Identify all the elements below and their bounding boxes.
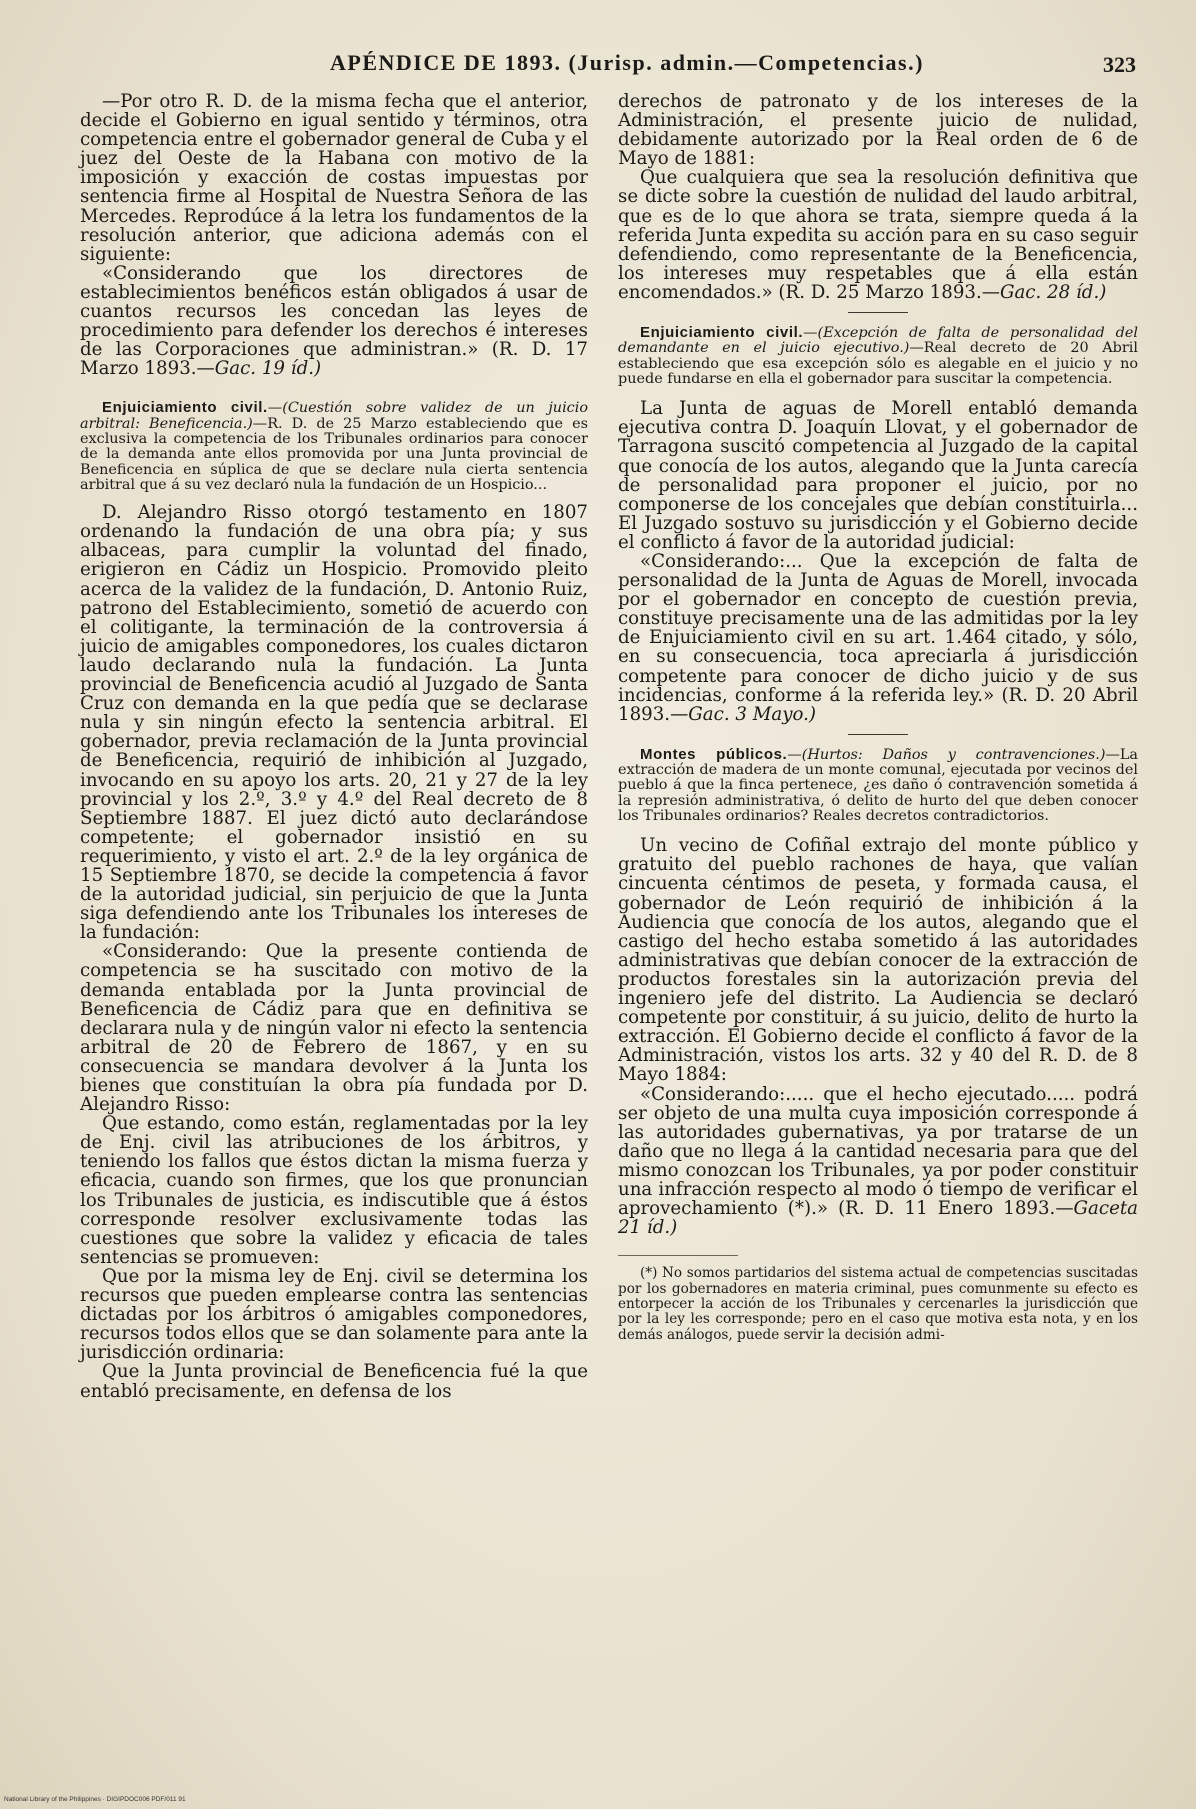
paragraph: derechos de patronato y de los intereses de la Administración, el presente juicio de nulidad, debidamente autorizado por la Real orden de 6 de Mayo de 1881: (618, 91, 1138, 170)
paragraph: D. Alejandro Risso otorgó testamento en 1807 ordenando la fundación de una obra pía; y sus albaceas, para cumplir la voluntad del finado, erigieron en Cádiz un Hospicio. Promovido pleito acerca de la validez de la fundación, D. Antonio Ruiz, patrono del Establecimiento, sometió de acuerdo con el colitigante, la terminación de la controversia á juicio de amigables componedores, los cuales dictaron laudo declarando nula la fundación. La Junta provincial de Beneficencia acudió al Juzgado de Santa Cruz con demanda en la que pedía que se declarase nula y sin ningún efecto la sentencia arbitral. El gobernador, previa reclamación de la Junta provincial de Beneficencia, requirió de inhibición al Juzgado, invocando en su apoyo los arts. 20, 21 y 27 de la ley provincial y los 2.º, 3.º y 4.º del Real decreto de 8 Septiembre 1887. El juez dictó auto declarándose competente; el gobernador insistió en su requerimiento, y visto el art. 2.º de la ley orgánica de 15 Septiembre 1870, se decide la competencia á favor de la autoridad judicial, sin perjuicio de que la Junta siga defendiendo ante los Tribunales los intereses de la fundación: (80, 502, 588, 944)
section-subtitle: —(Cuestión sobre validez de un juicio arbitral: Beneficencia.) (80, 400, 588, 432)
section-summary (80, 400, 588, 493)
paragraph: «Considerando: Que la presente contienda de competencia se ha suscitado con motivo de la demanda entablada por la Junta provincial de Beneficencia de Cádiz para que en definitiva se declarara nula y de ningún valor ni efecto la sentencia arbitral de 20 de Febrero de 1867, y en su consecuencia se mandara devolver á la Junta los bienes que constituían la obra pía fundada por D. Alejandro Risso: (80, 941, 588, 1116)
gazette-citation: Gaceta 21 íd.) (618, 1198, 1138, 1239)
section-summary (618, 325, 1138, 387)
section-gap (80, 378, 588, 400)
page-number: 323 (1103, 52, 1136, 77)
left-column (80, 92, 588, 1401)
paragraph-text: Que cualquiera que sea la resolución definitiva que se dicte sobre la cuestión de nulidad del laudo arbitral, que es de lo que ahora se trata, siempre queda á la referida Junta expedita su acción para en su caso seguir defendiendo, como representante de la Beneficencia, los intereses muy respetables que á ella están encomendados.» (R. D. 25 Marzo 1893.— (618, 167, 1138, 303)
gazette-citation: Gac. 28 íd.) (999, 281, 1107, 303)
paragraph: —Por otro R. D. de la misma fecha que el anterior, decide el Gobierno en igual sentido y términos, otra competencia entre el gobernador general de Cuba y el juez del Oeste de la Habana con motivo de la imposición y exacción de costas impuestas por sentencia firme al Hospital de Nuestra Señora de las Mercedes. Reprodúce á la letra los fundamentos de la resolución anterior, que adiciona además con el siguiente: (80, 91, 588, 265)
section-divider (848, 312, 908, 313)
section-abstract: —La extracción de madera de un monte comunal, ejecutada por vecinos del pueblo á que la finca pertenece, ¿es daño ó contravención sometida á la represión administrativa, ó delito de hurto del que deben conocer los Tribunales ordinarios? Reales decretos contradictorios. (618, 746, 1138, 824)
section-summary (618, 747, 1138, 824)
running-header (330, 50, 1136, 84)
section-abstract: —R. D. de 25 Marzo estableciendo que es exclusiva la competencia de los Tribunales ordinarios para conocer de la demanda ante ellos promovida por una Junta provincial de Beneficencia en súplica de que se declare nula cierta sentencia arbitral que á su vez declaró nula la fundación de un Hospicio... (80, 415, 588, 493)
paragraph: Que la Junta provincial de Beneficencia fué la que entabló precisamente, en defensa de los (80, 1361, 588, 1402)
footnote-divider (618, 1255, 738, 1256)
footnote: (*) No somos partidarios del sistema actual de competencias suscitadas por los gobernadores en materia criminal, pues comunmente su efecto es entorpecer la acción de los Tribunales y cercenarles la jurisdicción que por la ley les corresponde; pero en el caso que motiva esta nota, y en los demás análogos, puede servir la decisión admi- (618, 1265, 1138, 1343)
gazette-citation: Gac. 19 íd.) (214, 358, 322, 380)
section-subtitle: —(Hurtos: Daños y contravenciones.) (787, 746, 1106, 763)
paragraph-text: «Considerando:... Que la excepción de falta de personalidad de la Junta de Aguas de Morell, invocada por el gobernador en concepto de cuestión previa, constituye precisamente una de las admitidas por la ley de Enjuiciamiento civil en su art. 1.464 citado, y sólo, en su consecuencia, toca apreciarla á jurisdicción competente para conocer de dicho juicio y de sus incidencias, conforme á la referida ley.» (R. D. 20 Abril 1893.— (618, 550, 1138, 725)
right-column (618, 92, 1138, 1343)
gazette-citation: Gac. 3 Mayo.) (688, 703, 816, 725)
paragraph: Que por la misma ley de Enj. civil se determina los recursos que pueden emplearse contra las sentencias dictadas por los árbitros ó amigables componedores, recursos todos ellos que se dan solamente para ante la jurisdicción ordinaria: (80, 1265, 588, 1364)
section-abstract: —Real decreto de 20 Abril estableciendo que esa excepción sólo es alegable en el juicio y no puede fundarse en ella el gobernador para suscitar la competencia. (618, 340, 1138, 387)
paragraph: Un vecino de Cofiñal extrajo del monte público y gratuito del pueblo rachones de haya, que valían cincuenta céntimos de peseta, y formada causa, el gobernador de León requirió de inhibición á la Audiencia que conocía de los autos, alegando que el castigo del hecho estaba sometido á las autoridades administrativas que debían conocer de la extracción de productos forestales sin la autorización previa del ingeniero jefe del distrito. La Audiencia se declaró competente por constituir, á su juicio, delito de hurto la extracción. El Gobierno decide el conflicto á favor de la Administración, vistos los arts. 32 y 40 del R. D. de 8 Mayo 1884: (618, 835, 1138, 1086)
paragraph: Que estando, como están, reglamentadas por la ley de Enj. civil las atribuciones de los árbitros, y teniendo los fallos que éstos dictan la misma fuerza y eficacia, cuando son firmes, que los que pronuncian los Tribunales de justicia, es indiscutible que á éstos corresponde resolver exclusivamente todas las cuestiones que sobre la validez y eficacia de tales sentencias se promueven: (80, 1113, 588, 1268)
paragraph-text: «Considerando:..... que el hecho ejecutado..... podrá ser objeto de una multa cuya imposición corresponde á las autoridades gubernativas, ya por tratarse de un daño que no llega á la cantidad necesaria para que del mismo conozcan los Tribunales, ya por poder constituir una infracción respecto al modo ó tiempo de verificar el aprovechamiento (*).» (R. D. 11 Enero 1893.— (618, 1083, 1138, 1220)
paragraph: La Junta de aguas de Morell entabló demanda ejecutiva contra D. Joaquín Llovat, y el gobernador de Tarragona suscitó competencia al Juzgado de la capital que conocía de los autos, alegando que la Junta carecía de personalidad para proponer el juicio, por no componerse de los concejales que debían constituirla... El Juzgado sostuvo su jurisdicción y el Gobierno decide el conflicto á favor de la autoridad judicial: (618, 398, 1138, 553)
paragraph (618, 1085, 1138, 1238)
section-subtitle: —(Excepción de falta de personalidad del demandante en el juicio ejecutivo.) (618, 325, 1138, 357)
paragraph (618, 552, 1138, 724)
section-heading: Enjuiciamiento civil. (102, 399, 268, 417)
section-heading: Enjuiciamiento civil. (640, 324, 804, 342)
section-heading: Montes públicos. (640, 745, 788, 763)
paragraph-text: «Considerando que los directores de establecimientos benéficos están obligados á usar de cuantos recursos les concedan las leyes de procedimiento para defender los derechos é intereses de las Corporaciones que administran.» (R. D. 17 Marzo 1893.— (80, 262, 588, 380)
running-title: APÉNDICE DE 1893. (Jurisp. admin.—Competencias.) (330, 50, 924, 75)
paragraph (80, 264, 588, 379)
paragraph (618, 168, 1138, 302)
scan-imprint: National Library of the Philippines · DIGIPDOC006 PDF/011 91 (4, 1796, 186, 1803)
section-divider (848, 734, 908, 735)
